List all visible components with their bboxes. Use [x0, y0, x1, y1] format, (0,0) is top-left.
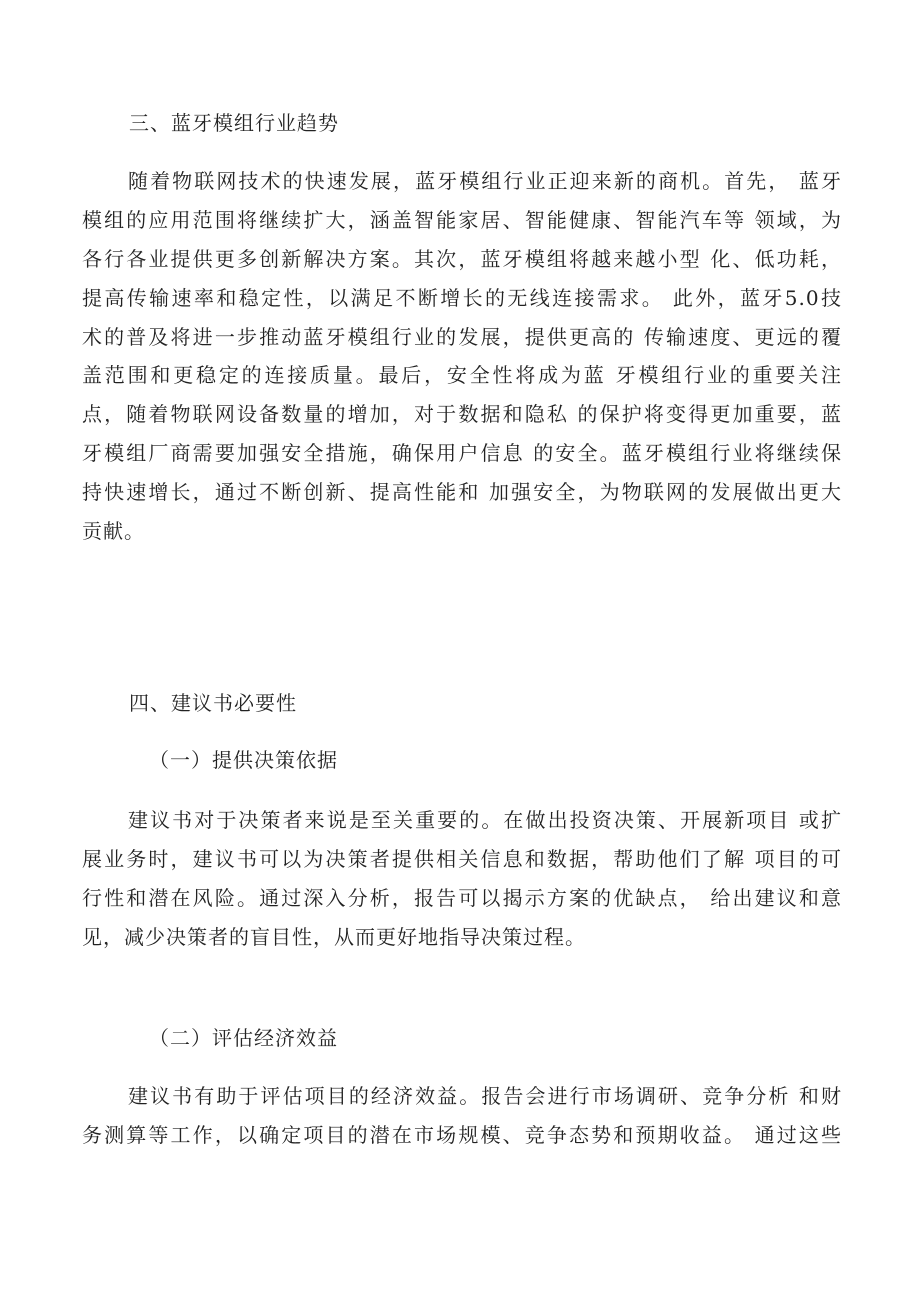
paragraph-line: 提高传输速率和稳定性，以满足不断增长的无线连接需求。 此外，蓝牙5.0技: [82, 285, 842, 310]
paragraph-line: 术的普及将进一步推动蓝牙模组行业的发展，提供更高的 传输速度、更远的覆: [82, 324, 842, 349]
paragraph-line: 见，减少决策者的盲目性，从而更好地指导决策过程。: [82, 924, 586, 949]
paragraph-line: 各行各业提供更多创新解决方案。其次，蓝牙模组将越来越小型 化、低功耗，: [82, 246, 842, 271]
paragraph-economic-benefit: [82, 1077, 842, 1155]
paragraph-line: 贡献。: [82, 519, 145, 544]
section-heading-necessity: 四、建议书必要性: [129, 691, 297, 715]
paragraph-line: 牙模组厂商需要加强安全措施，确保用户信息 的安全。蓝牙模组行业将继续保: [82, 441, 842, 466]
paragraph-line: 点，随着物联网设备数量的增加，对于数据和隐私 的保护将变得更加重要，蓝: [82, 402, 842, 427]
paragraph-line: 持快速增长，通过不断创新、提高性能和 加强安全，为物联网的发展做出更大: [82, 480, 842, 505]
paragraph-line: 盖范围和更稳定的连接质量。最后，安全性将成为蓝 牙模组行业的重要关注: [82, 363, 842, 388]
paragraph-line: 建议书有助于评估项目的经济效益。报告会进行市场调研、竞争分析 和财: [128, 1084, 842, 1108]
paragraph-line: 模组的应用范围将继续扩大，涵盖智能家居、智能健康、智能汽车等 领域，为: [82, 207, 842, 232]
paragraph-line: 行性和潜在风险。通过深入分析，报告可以揭示方案的优缺点， 给出建议和意: [82, 885, 842, 910]
paragraph-decision-basis: [82, 801, 842, 957]
paragraph-line: 展业务时，建议书可以为决策者提供相关信息和数据，帮助他们了解 项目的可: [82, 846, 842, 871]
paragraph-line: 务测算等工作，以确定项目的潜在市场规模、竞争态势和预期收益。 通过这些: [82, 1122, 842, 1147]
paragraph-trends: [82, 162, 842, 551]
paragraph-line: 建议书对于决策者来说是至关重要的。在做出投资决策、开展新项目 或扩: [128, 808, 842, 832]
paragraph-line: 随着物联网技术的快速发展，蓝牙模组行业正迎来新的商机。首先， 蓝牙: [128, 169, 842, 193]
subsection-heading-economic-benefit: （二）评估经济效益: [149, 1026, 338, 1050]
section-heading-trends: 三、蓝牙模组行业趋势: [129, 111, 339, 135]
subsection-heading-decision-basis: （一）提供决策依据: [149, 748, 338, 772]
